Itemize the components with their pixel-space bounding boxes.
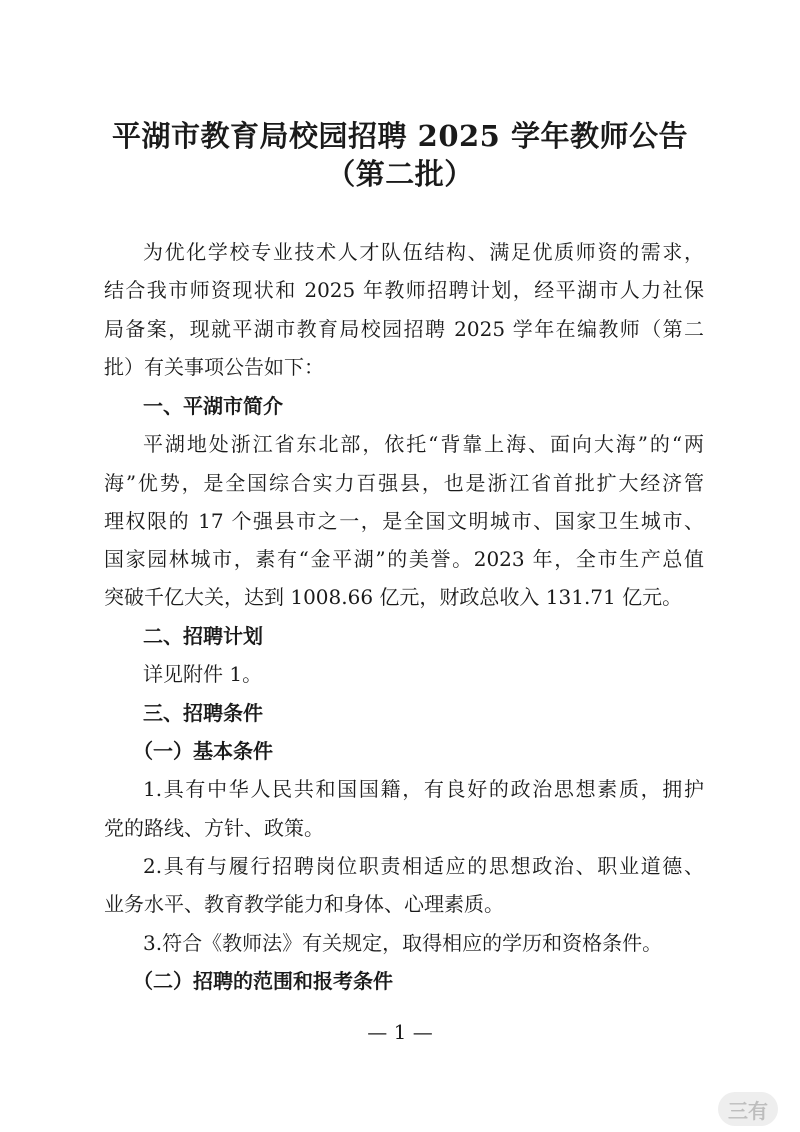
section-heading: 一、平湖市简介 <box>143 394 283 418</box>
body-line: 1.具有中华人民共和国国籍，有良好的政治思想素质，拥护 <box>143 777 704 801</box>
body-line: 平湖地处浙江省东北部，依托“背靠上海、面向大海”的“两 <box>143 432 704 456</box>
body-line: 海”优势，是全国综合实力百强县，也是浙江省首批扩大经济管 <box>104 471 704 495</box>
document-subtitle: （第二批） <box>326 157 474 191</box>
body-line: 详见附件 1。 <box>143 662 263 686</box>
section-heading: 三、招聘条件 <box>143 701 263 725</box>
body-line: 国家园林城市，素有“金平湖”的美誉。2023 年，全市生产总值 <box>104 547 704 571</box>
intro-line: 批）有关事项公告如下： <box>104 355 324 379</box>
body-line: 党的路线、方针、政策。 <box>104 816 324 840</box>
body-line: 3.符合《教师法》有关规定，取得相应的学历和资格条件。 <box>143 931 663 955</box>
watermark-logo: 三有 <box>718 1092 778 1126</box>
body-line: 理权限的 17 个强县市之一，是全国文明城市、国家卫生城市、 <box>104 509 704 533</box>
subsection-heading: （一）基本条件 <box>133 739 273 763</box>
section-heading: 二、招聘计划 <box>143 624 263 648</box>
intro-line: 结合我市师资现状和 2025 年教师招聘计划，经平湖市人力社保 <box>104 278 704 302</box>
page-number: — 1 — <box>367 1020 433 1044</box>
body-line: 突破千亿大关，达到 1008.66 亿元，财政总收入 131.71 亿元。 <box>104 585 683 609</box>
intro-line: 局备案，现就平湖市教育局校园招聘 2025 学年在编教师（第二 <box>104 317 704 341</box>
body-line: 2.具有与履行招聘岗位职责相适应的思想政治、职业道德、 <box>143 854 704 878</box>
document-title: 平湖市教育局校园招聘 2025 学年教师公告 <box>112 119 688 153</box>
intro-line: 为优化学校专业技术人才队伍结构、满足优质师资的需求， <box>143 240 704 264</box>
subsection-heading: （二）招聘的范围和报考条件 <box>133 969 393 993</box>
body-line: 业务水平、教育教学能力和身体、心理素质。 <box>104 892 504 916</box>
